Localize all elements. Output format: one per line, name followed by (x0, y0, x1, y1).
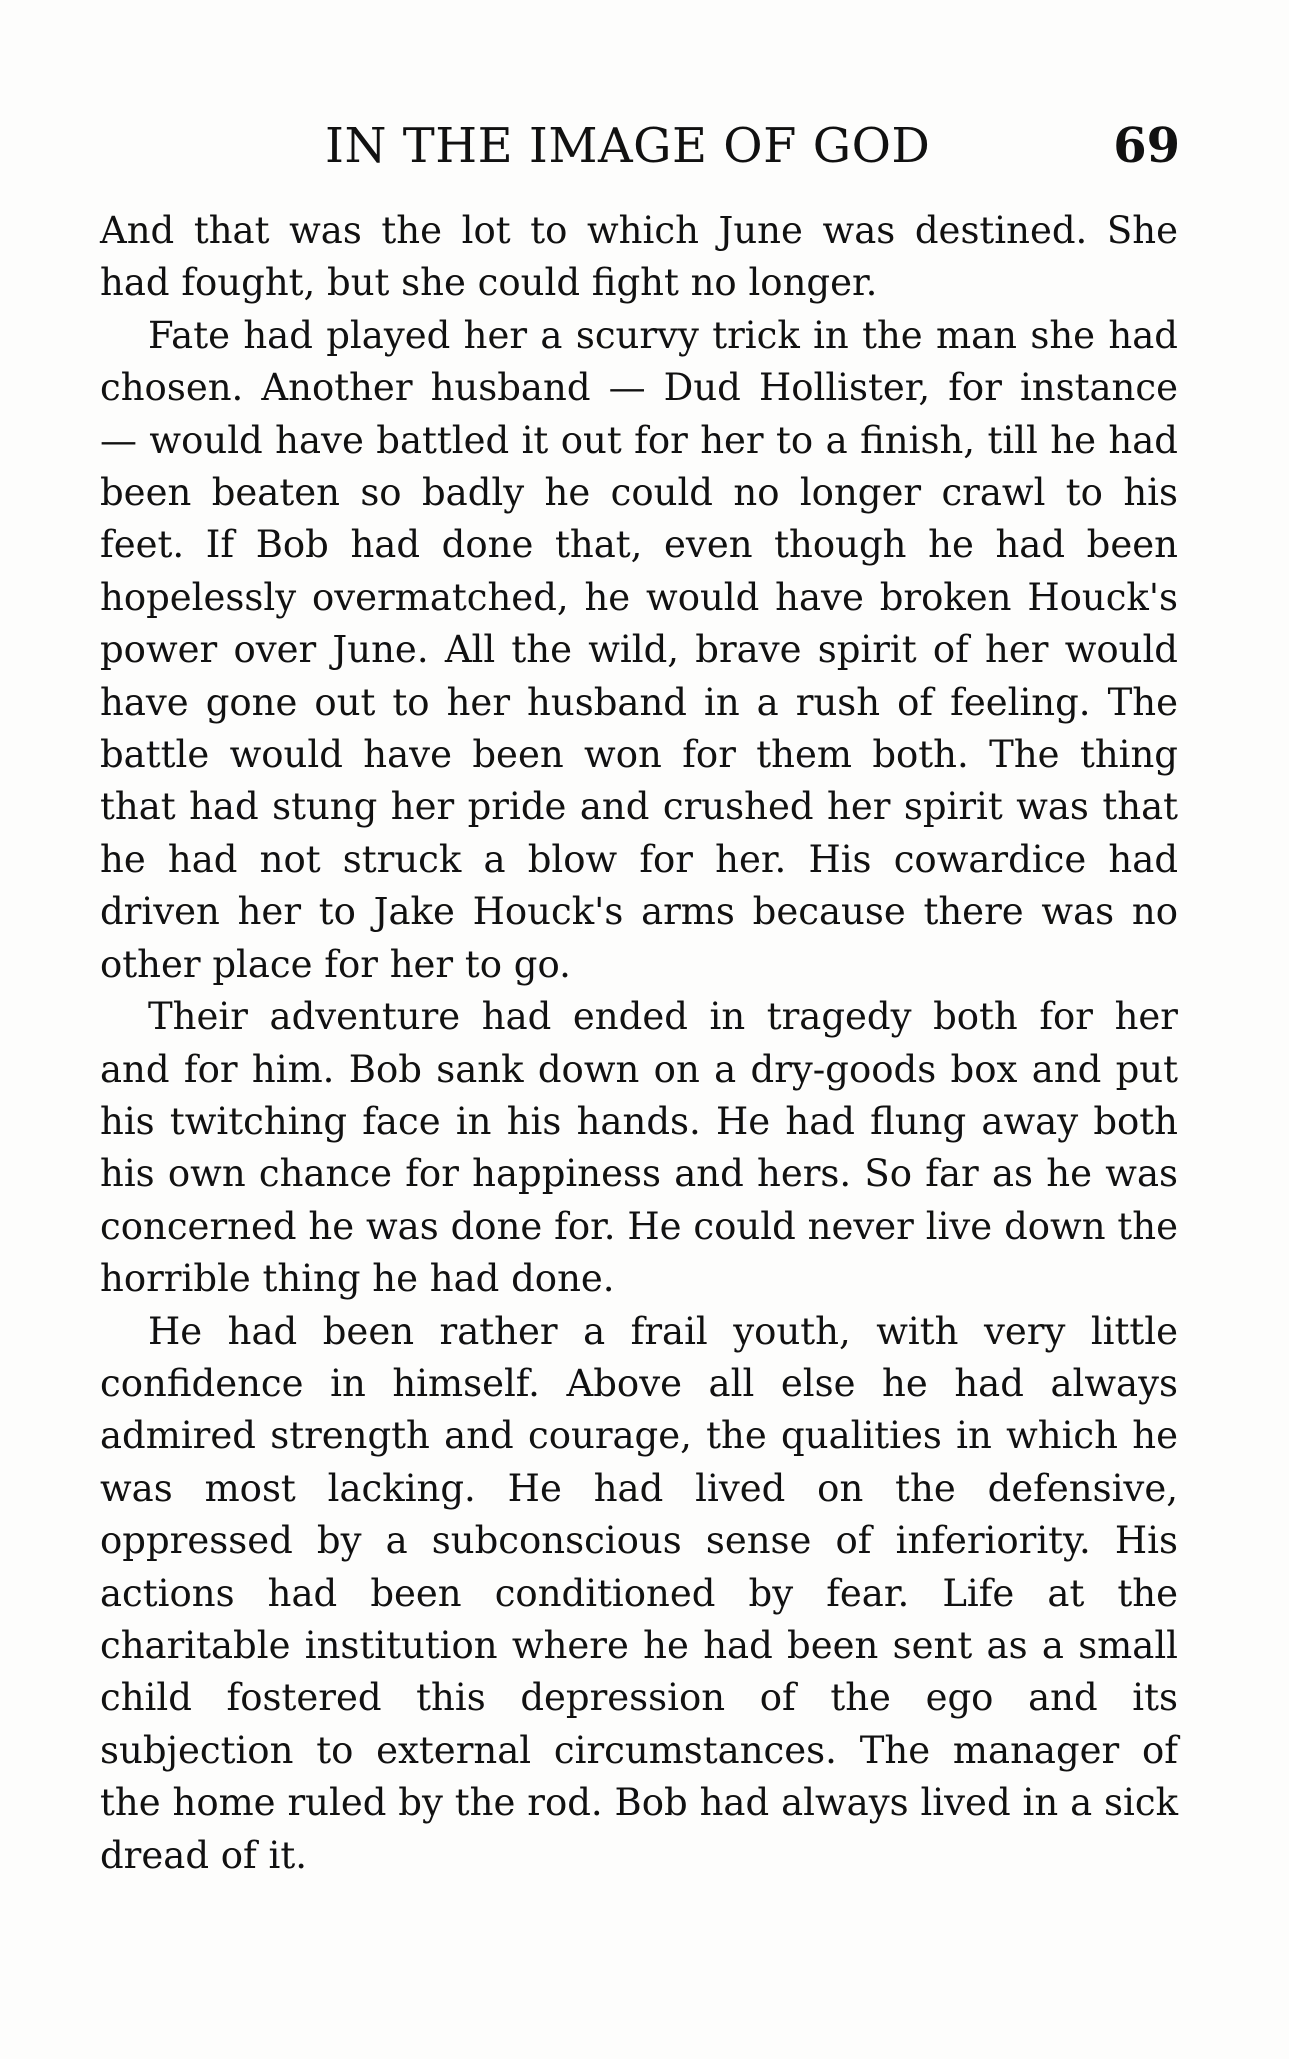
paragraph-2: Fate had played her a scurvy trick in the man she had chosen. Another husband — Dud Hollister, for instance — would have battled it out for her to a finish, till he had been beaten so badly he could no longer crawl to his feet. If Bob had done that, even though he had been hopelessly overmatched, he would have broken Houck's power over June. All the wild, brave spirit of her would have gone out to her husband in a rush of feeling. The battle would have been won for them both. The thing that had stung her pride and crushed her spirit was that he had not struck a blow for her. His cowardice had driven her to Jake Houck's arms because there was no other place for her to go. (100, 313, 1178, 986)
paragraph-1: And that was the lot to which June was destined. She had fought, but she could fight no longer. (100, 209, 1178, 305)
page-header (100, 118, 1180, 188)
paragraph-4: He had been rather a frail youth, with very little confidence in himself. Above all else he had always admired strength and courage, the qualities in which he was most lacking. He had lived on the defensive, oppressed by a subconscious sense of inferiority. His actions had been conditioned by fear. Life at the charitable institution where he had been sent as a small child fostered this depression of the ego and its subjection to external circumstances. The manager of the home ruled by the rod. Bob had always lived in a sick dread of it. (100, 1309, 1178, 1877)
paragraph-3: Their adventure had ended in tragedy both for her and for him. Bob sank down on a dry-goods box and put his twitching face in his hands. He had flung away both his own chance for happiness and hers. So far as he was concerned he was done for. He could never live down the horrible thing he had done. (100, 995, 1178, 1301)
body-text (100, 205, 1178, 1882)
running-head: IN THE IMAGE OF GOD (325, 118, 931, 174)
page-number: 69 (1113, 118, 1180, 174)
